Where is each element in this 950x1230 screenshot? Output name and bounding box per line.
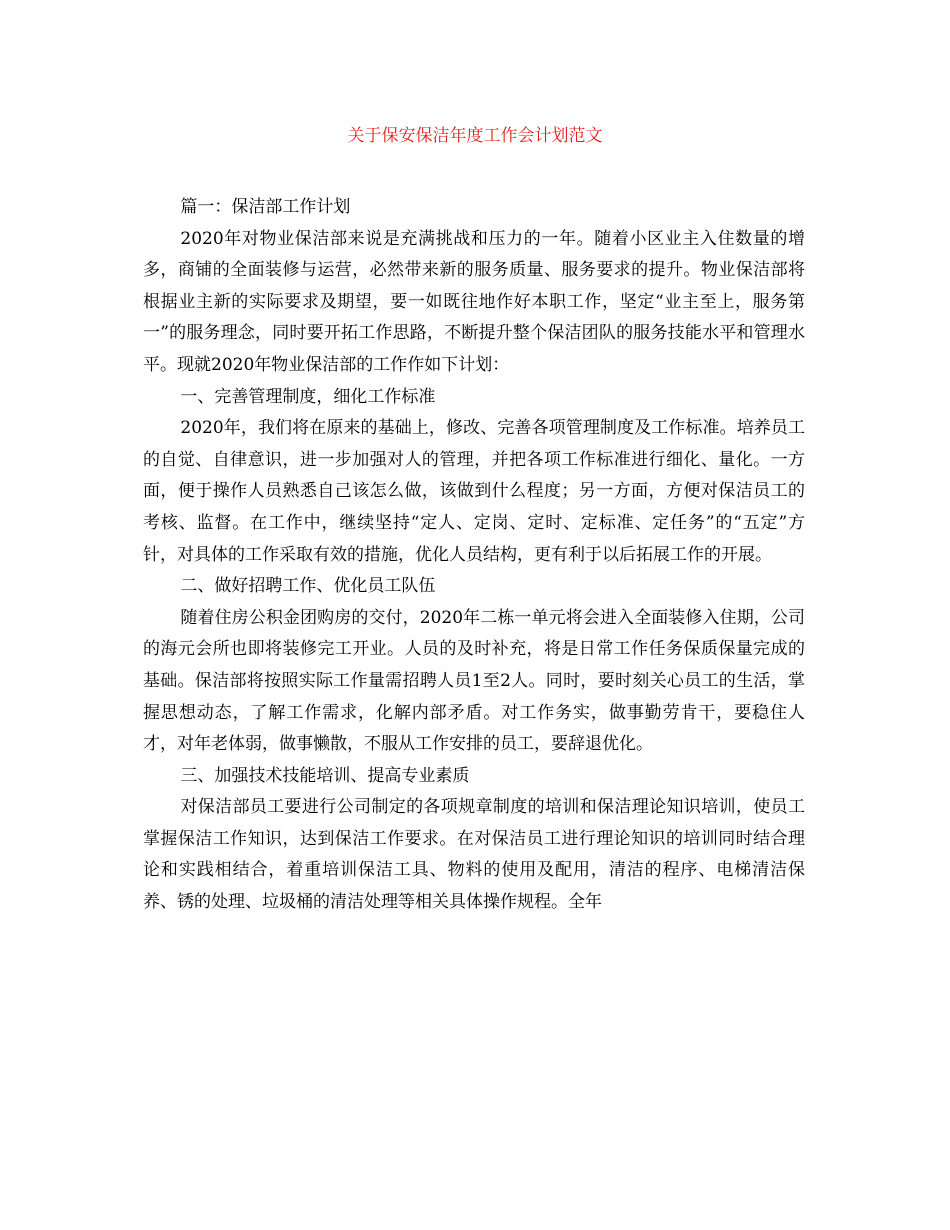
paragraph: 2020年对物业保洁部来说是充满挑战和压力的一年。随着小区业主入住数量的增多，商铺的全面装修与运营，必然带来新的服务质量、服务要求的提升。物业保洁部将根据业主新的实际要求及期望，要一如既往地作好本职工作，坚定“业主至上，服务第一”的服务理念，同时要开拓工作思路，不断提升整个保洁团队的服务技能水平和管理水平。现就2020年物业保洁部的工作作如下计划： (143, 228, 805, 375)
section-heading: 三、加强技术技能培训、提高专业素质 (180, 765, 470, 786)
document-body (143, 192, 805, 919)
section-heading: 二、做好招聘工作、优化员工队伍 (180, 576, 436, 597)
section-heading: 一、完善管理制度，细化工作标准 (180, 386, 436, 407)
paragraph: 对保洁部员工要进行公司制定的各项规章制度的培训和保洁理论知识培训，使员工掌握保洁工作知识，达到保洁工作要求。在对保洁员工进行理论知识的培训同时结合理论和实践相结合，着重培训保洁工具、物料的使用及配用，清洁的程序、电梯清洁保养、锈的处理、垃圾桶的清洁处理等相关具体操作规程。全年 (143, 797, 805, 913)
paragraph: 2020年，我们将在原来的基础上，修改、完善各项管理制度及工作标准。培养员工的自觉、自律意识，进一步加强对人的管理，并把各项工作标准进行细化、量化。一方面，便于操作人员熟悉自己该怎么做，该做到什么程度；另一方面，方便对保洁员工的考核、监督。在工作中，继续坚持“定人、定岗、定时、定标准、定任务”的“五定”方针，对具体的工作采取有效的措施，优化人员结构，更有利于以后拓展工作的开展。 (143, 418, 805, 565)
paragraph: 随着住房公积金团购房的交付，2020年二栋一单元将会进入全面装修入住期，公司的海元会所也即将装修完工开业。人员的及时补充，将是日常工作任务保质保量完成的基础。保洁部将按照实际工作量需招聘人员1至2人。同时，要时刻关心员工的生活，掌握思想动态，了解工作需求，化解内部矛盾。对工作务实，做事勤劳肯干，要稳住人才，对年老体弱，做事懒散，不服从工作安排的员工，要辞退优化。 (143, 607, 805, 755)
section-heading: 篇一：保洁部工作计划 (180, 197, 351, 217)
document-title: 关于保安保洁年度工作会计划范文 (347, 126, 603, 146)
